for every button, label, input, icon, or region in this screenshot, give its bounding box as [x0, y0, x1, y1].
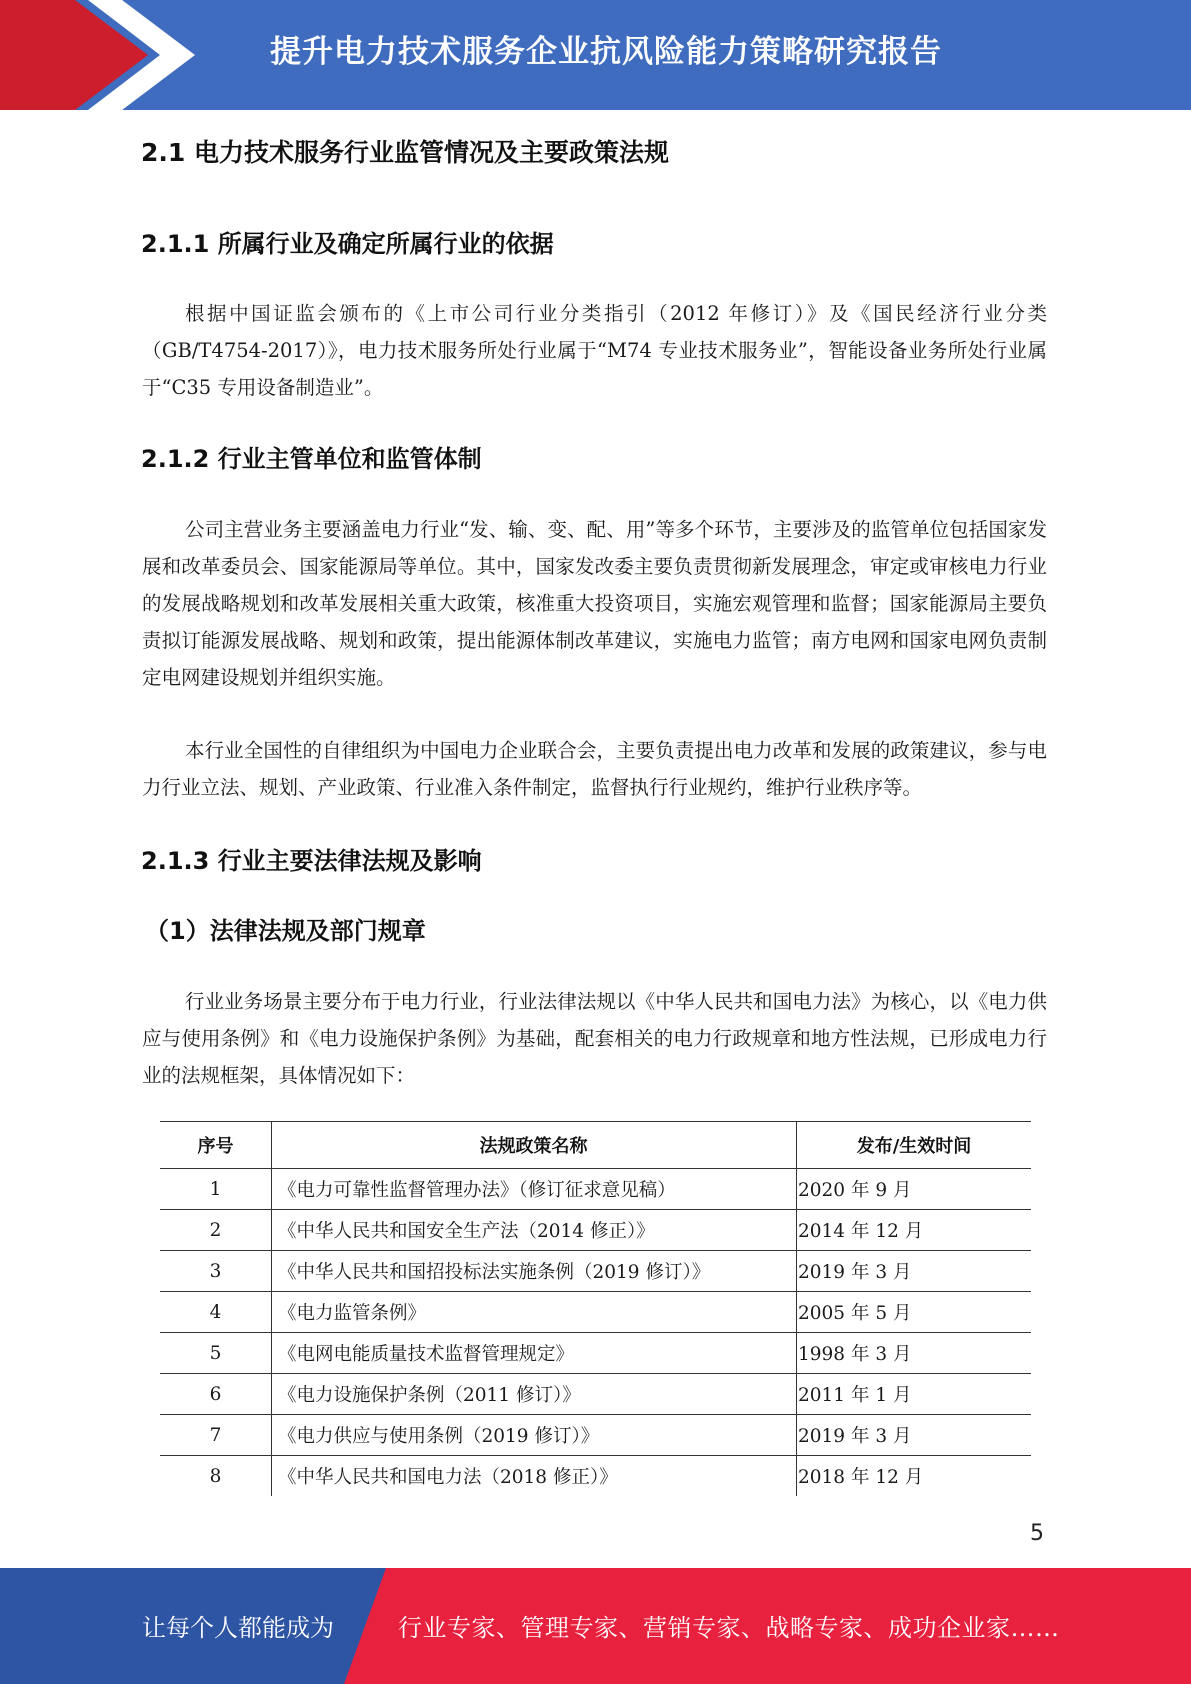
cell-no: 8 [209, 1465, 222, 1487]
laws-table [160, 1121, 1031, 1496]
section-heading-2-1-2: 2.1.2 行业主管单位和监管体制 [141, 445, 482, 473]
cell-date: 2014 年 12 月 [797, 1210, 1032, 1251]
cell-date: 2020 年 9 月 [797, 1169, 1032, 1210]
paragraph-regulators: 公司主营业务主要涵盖电力行业“发、输、变、配、用”等多个环节，主要涉及的监管单位包括国家发展和改革委员会、国家能源局等单位。其中，国家发改委主要负责贯彻新发展理念，审定或审核电力行业的发展战略规划和改革发展相关重大政策，核准重大投资项目，实施宏观管理和监督；国家能源局主要负责拟订能源发展战略、规划和政策，提出能源体制改革建议，实施电力监管；南方电网和国家电网负责制定电网建设规划并组织实施。 [142, 518, 1047, 689]
table-row [160, 1333, 1031, 1374]
cell-no: 7 [160, 1415, 272, 1456]
cell-date: 2005 年 5 月 [797, 1292, 1032, 1333]
cell-no: 3 [160, 1251, 272, 1292]
paragraph-self-regulatory: 本行业全国性的自律组织为中国电力企业联合会，主要负责提出电力改革和发展的政策建议，参与电力行业立法、规划、产业政策、行业准入条件制定，监督执行行业规约，维护行业秩序等。 [142, 739, 1047, 799]
table-row [160, 1251, 1031, 1292]
page-header [0, 0, 1191, 110]
cell-date: 2018 年 12 月 [798, 1467, 924, 1488]
table-header-row [160, 1122, 1031, 1169]
table-row [160, 1292, 1031, 1333]
footer-slogan-left: 让每个人都能成为 [142, 1614, 334, 1642]
section-heading-2-1: 2.1 电力技术服务行业监管情况及主要政策法规 [141, 138, 669, 167]
cell-name: 《电网电能质量技术监督管理规定》 [272, 1333, 797, 1374]
section-heading-2-1-3: 2.1.3 行业主要法律法规及影响 [141, 847, 482, 875]
page-footer [0, 1568, 1191, 1684]
table-row [160, 1210, 1031, 1251]
paragraph-industry-basis: 根据中国证监会颁布的《上市公司行业分类指引（2012 年修订）》及《国民经济行业分类（GB/T4754-2017）》，电力技术服务所处行业属于“M74 专业技术服务业”，智能设备业务所处行业属于“C35 专用设备制造业”。 [142, 302, 1047, 399]
column-header-no: 序号 [160, 1122, 272, 1169]
sub-heading-laws: （1）法律法规及部门规章 [145, 917, 426, 945]
section-heading-2-1-1: 2.1.1 所属行业及确定所属行业的依据 [141, 230, 554, 258]
table-row [160, 1374, 1031, 1415]
footer-slogan-right: 行业专家、管理专家、营销专家、战略专家、成功企业家…… [398, 1614, 1060, 1642]
cell-name: 《中华人民共和国安全生产法（2014 修正）》 [272, 1210, 797, 1251]
cell-name: 《中华人民共和国电力法（2018 修正）》 [272, 1456, 797, 1497]
cell-name: 《电力供应与使用条例（2019 修订）》 [272, 1415, 797, 1456]
column-header-date: 发布/生效时间 [797, 1122, 1032, 1169]
table-row [160, 1456, 1031, 1497]
cell-name: 《电力可靠性监督管理办法》（修订征求意见稿） [272, 1169, 797, 1210]
paragraph-law-framework: 行业业务场景主要分布于电力行业，行业法律法规以《中华人民共和国电力法》为核心，以《电力供应与使用条例》和《电力设施保护条例》为基础，配套相关的电力行政规章和地方性法规，已形成电力行业的法规框架，具体情况如下： [142, 990, 1047, 1087]
cell-no: 5 [160, 1333, 272, 1374]
cell-no: 6 [160, 1374, 272, 1415]
cell-date: 2011 年 1 月 [797, 1374, 1032, 1415]
cell-no: 4 [160, 1292, 272, 1333]
cell-name: 《中华人民共和国招投标法实施条例（2019 修订）》 [272, 1251, 797, 1292]
cell-name: 《电力监管条例》 [272, 1292, 797, 1333]
cell-date: 2019 年 3 月 [797, 1415, 1032, 1456]
report-title: 提升电力技术服务企业抗风险能力策略研究报告 [270, 34, 942, 70]
cell-no: 1 [160, 1169, 272, 1210]
cell-date: 2019 年 3 月 [797, 1251, 1032, 1292]
column-header-name: 法规政策名称 [272, 1122, 797, 1169]
table-row [160, 1415, 1031, 1456]
cell-date: 1998 年 3 月 [797, 1333, 1032, 1374]
cell-name: 《电力设施保护条例（2011 修订）》 [272, 1374, 797, 1415]
cell-no: 2 [160, 1210, 272, 1251]
page-number: 5 [1030, 1521, 1044, 1546]
table-row [160, 1169, 1031, 1210]
